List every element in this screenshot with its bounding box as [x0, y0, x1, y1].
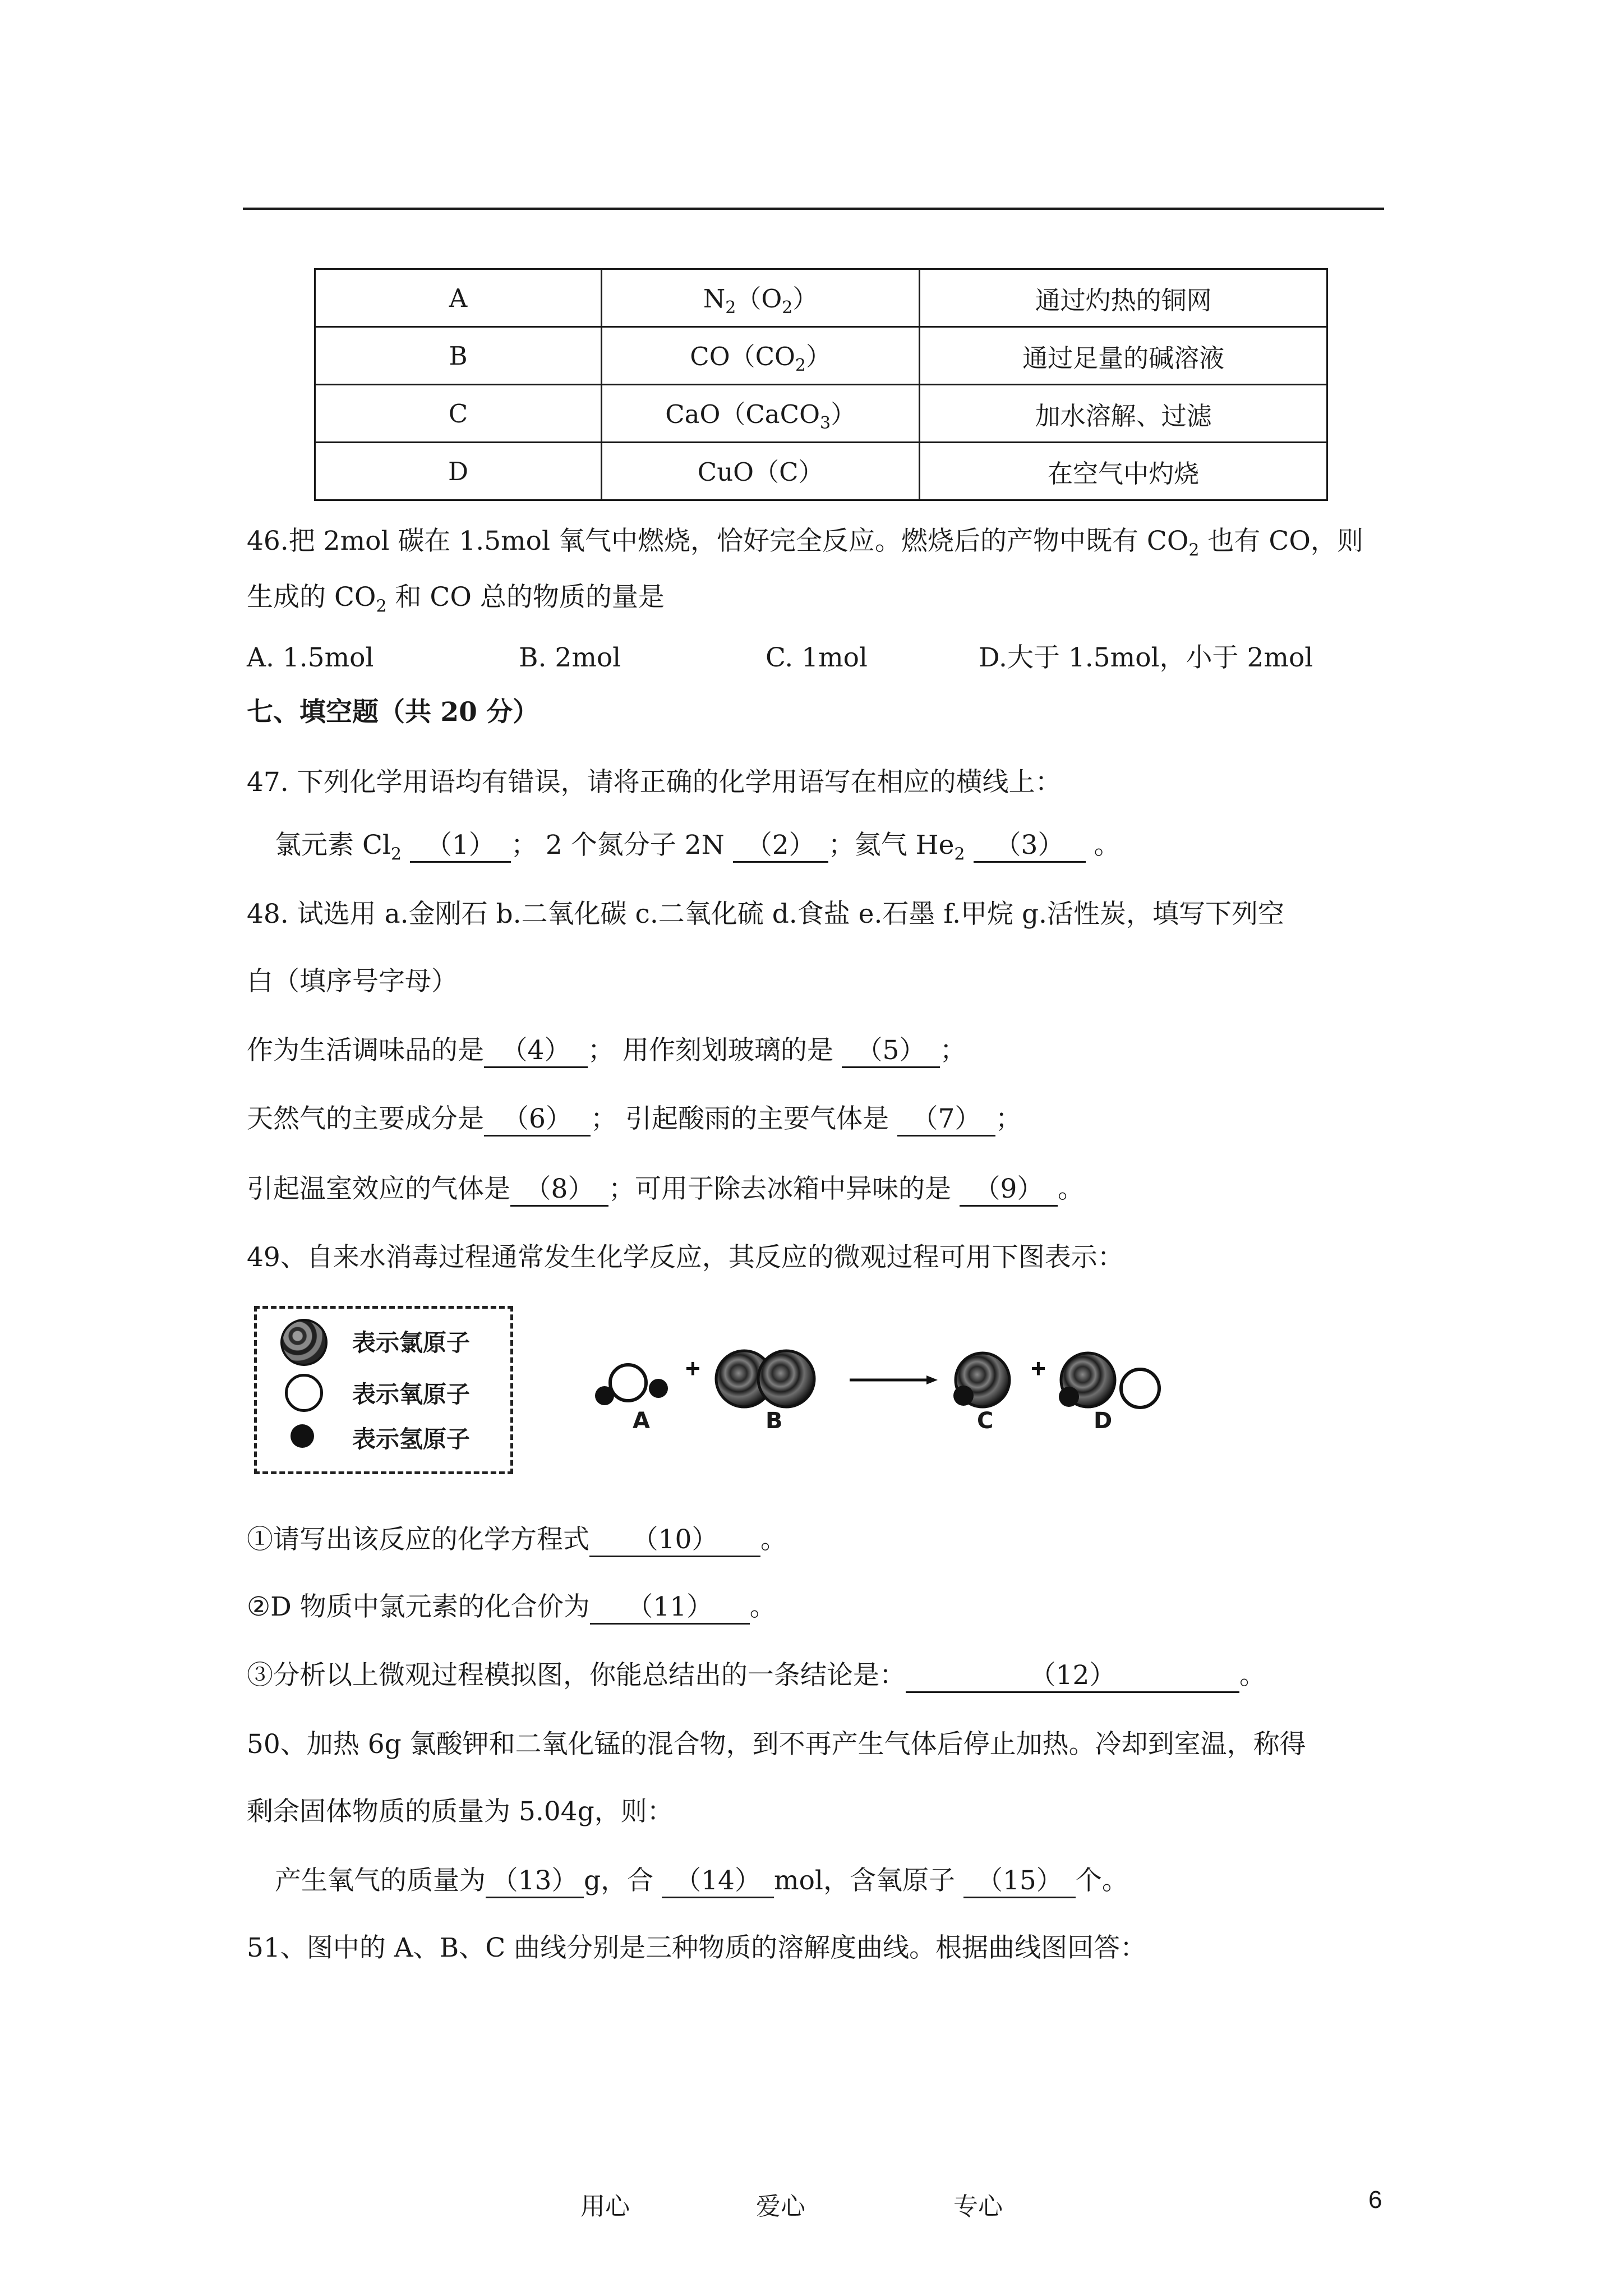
q48-line1: 48. 试选用 a.金刚石 b.二氧化碳 c.二氧化硫 d.食盐 e.石墨 f.甲烷 g.活性炭，填写下列空: [247, 899, 1284, 930]
molecule-label-a: A: [633, 1408, 650, 1434]
blank-12[interactable]: （12）: [906, 1660, 1239, 1693]
q50-line1: 50、加热 6g 氯酸钾和二氧化锰的混合物，到不再产生气体后停止加热。冷却到室温，称得: [247, 1729, 1306, 1760]
table-row: [315, 443, 1327, 500]
q49-stem: 49、自来水消毒过程通常发生化学反应，其反应的微观过程可用下图表示：: [247, 1242, 1124, 1273]
substance-cell: $N_2(O_2)$: [602, 269, 920, 327]
reaction-diagram: [583, 1324, 1189, 1458]
substance-cell: CuO（C）: [602, 443, 920, 500]
molecule-a: [595, 1365, 668, 1405]
method-cell: 通过灼热的铜网: [920, 269, 1327, 327]
q46-line2: 生成的 $CO_2$ 和 CO 总的物质的量是: [247, 582, 665, 616]
blank-1[interactable]: （1）: [410, 830, 511, 863]
row-letter: B: [315, 327, 602, 385]
row-letter: D: [315, 443, 602, 500]
method-cell: 在空气中灼烧: [920, 443, 1327, 500]
blank-2[interactable]: （2）: [733, 830, 828, 863]
q48-row1: 作为生活调味品的是 （4） ； 用作刻划玻璃的是 （5） ；: [247, 1034, 966, 1068]
q47-stem: 47. 下列化学用语均有错误，请将正确的化学用语写在相应的横线上：: [247, 767, 1062, 798]
oxygen-atom-icon: [285, 1374, 323, 1412]
table-row: [315, 327, 1327, 385]
blank-5[interactable]: （5）: [842, 1035, 940, 1068]
blank-4[interactable]: （4）: [484, 1035, 588, 1068]
blank-7[interactable]: （7）: [897, 1103, 995, 1137]
header-rule: [243, 208, 1384, 210]
blank-13[interactable]: （13）: [486, 1865, 584, 1898]
blank-6[interactable]: （6）: [484, 1103, 591, 1137]
q49-sub3: ③分析以上微观过程模拟图，你能总结出的一条结论是： （12） 。: [247, 1659, 1266, 1693]
q50-line2: 剩余固体物质的质量为 5.04g，则：: [247, 1796, 674, 1827]
footer-item: 专心: [953, 2192, 1003, 2221]
chlorine-atom-icon: [280, 1319, 328, 1366]
method-cell: 通过足量的碱溶液: [920, 327, 1327, 385]
q48-line2: 白（填序号字母）: [247, 966, 458, 997]
page-number: 6: [1368, 2186, 1382, 2214]
molecule-d: [1059, 1353, 1159, 1407]
footer-item: 用心: [580, 2192, 630, 2221]
blank-9[interactable]: （9）: [960, 1174, 1058, 1207]
molecule-label-b: B: [766, 1408, 783, 1434]
blank-10[interactable]: （10）: [589, 1524, 760, 1557]
molecule-label-d: D: [1094, 1408, 1113, 1434]
q50-answers: 产生氧气的质量为 （13） g，合 （14） mol，含氧原子 （15） 个。: [275, 1864, 1128, 1898]
q48-row3: 引起温室效应的气体是 （8） ；可用于除去冰箱中异味的是 （9） 。: [247, 1172, 1084, 1207]
q46-option-b: B. 2mol: [519, 642, 621, 673]
row-letter: C: [315, 385, 602, 443]
row-letter: A: [315, 269, 602, 327]
q48-row2: 天然气的主要成分是 （6） ； 引起酸雨的主要气体是 （7） ；: [247, 1102, 1022, 1137]
q46-option-c: C. 1mol: [766, 642, 868, 673]
options-table: [314, 268, 1328, 501]
substance-cell: CaO（CaCO$_3$）: [602, 385, 920, 443]
q47-answers: 氯元素 $Cl_2$ （1） ； 2 个氮分子 2N （2） ；氦气 $He_2$ （3） 。: [275, 830, 1121, 864]
hydrogen-atom-icon: [291, 1424, 314, 1448]
table-row: [315, 269, 1327, 327]
substance-cell: $CO(CO_2)$: [602, 327, 920, 385]
q46-line1: 46.把 2mol 碳在 1.5mol 氧气中燃烧，恰好完全反应。燃烧后的产物中既有 $CO_2$ 也有 CO，则: [247, 526, 1363, 560]
q49-sub1: ①请写出该反应的化学方程式 （10） 。: [247, 1523, 787, 1557]
blank-3[interactable]: （3）: [974, 830, 1086, 863]
atom-legend: [254, 1306, 513, 1474]
q46-option-a: A. 1.5mol: [247, 642, 374, 673]
legend-label: 表示氧原子: [352, 1381, 471, 1408]
svg-text:+: +: [685, 1354, 700, 1383]
legend-label: 表示氯原子: [352, 1329, 471, 1356]
method-cell: 加水溶解、过滤: [920, 385, 1327, 443]
molecule-label-c: C: [977, 1408, 994, 1434]
footer-item: 爱心: [756, 2192, 805, 2221]
molecule-c: [953, 1353, 1009, 1407]
table-row: [315, 385, 1327, 443]
section-title: 七、填空题（共 20 分）: [247, 697, 540, 728]
blank-11[interactable]: （11）: [590, 1591, 750, 1625]
blank-8[interactable]: （8）: [510, 1174, 608, 1207]
q49-sub2: ②D 物质中氯元素的化合价为 （11） 。: [247, 1590, 776, 1625]
q46-option-d: D.大于 1.5mol，小于 2mol: [979, 642, 1313, 673]
q51-stem: 51、图中的 A、B、C 曲线分别是三种物质的溶解度曲线。根据曲线图回答：: [247, 1932, 1147, 1963]
blank-14[interactable]: （14）: [662, 1865, 774, 1898]
molecule-b: [716, 1351, 814, 1407]
svg-text:+: +: [1031, 1354, 1046, 1383]
legend-label: 表示氢原子: [352, 1425, 471, 1453]
blank-15[interactable]: （15）: [963, 1865, 1076, 1898]
